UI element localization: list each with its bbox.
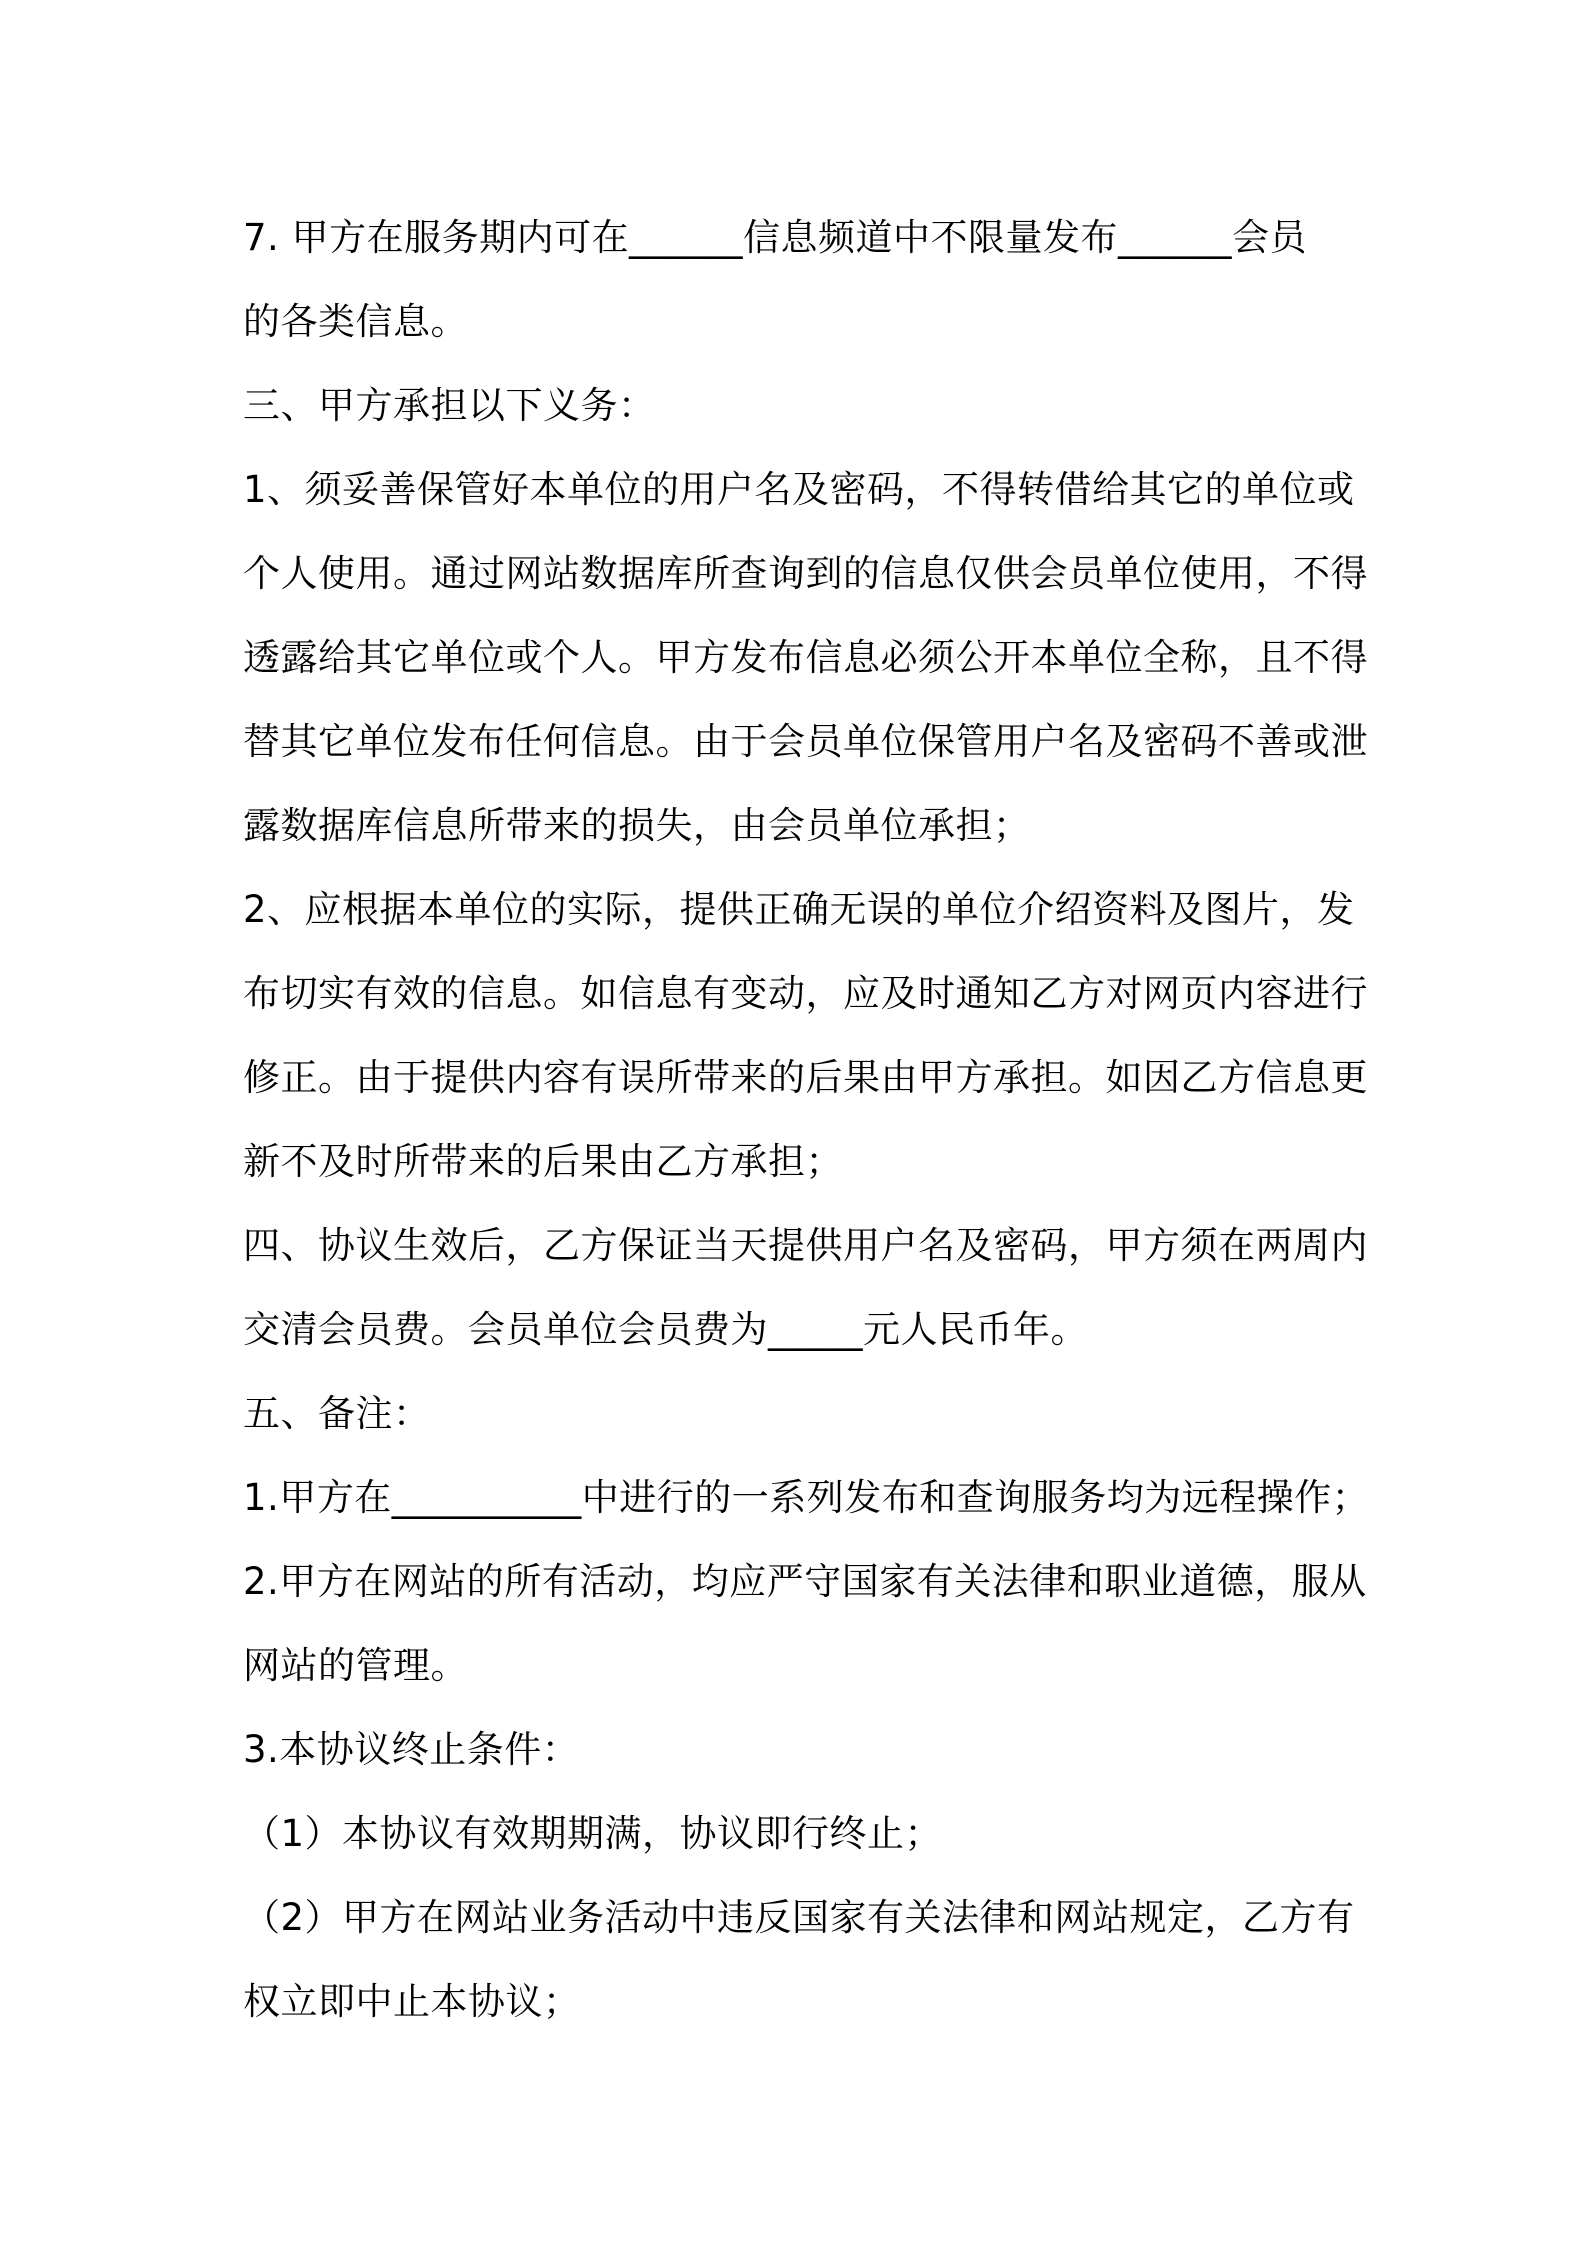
text-line: 新不及时所带来的后果由乙方承担； (243, 1140, 843, 1183)
text-line: （2）甲方在网站业务活动中违反国家有关法律和网站规定，乙方有 (243, 1896, 1355, 1939)
text-line: 2.甲方在网站的所有活动，均应严守国家有关法律和职业道德，服从 (243, 1560, 1367, 1603)
text-line: 3.本协议终止条件： (243, 1728, 580, 1771)
text-line: 个人使用。通过网站数据库所查询到的信息仅供会员单位使用，不得 (243, 552, 1368, 595)
document-body (243, 196, 1373, 2044)
text-line: 修正。由于提供内容有误所带来的后果由甲方承担。如因乙方信息更 (243, 1056, 1368, 1099)
text-line: 2、应根据本单位的实际，提供正确无误的单位介绍资料及图片，发 (243, 888, 1355, 931)
text-line: 替其它单位发布任何信息。由于会员单位保管用户名及密码不善或泄 (243, 720, 1368, 763)
text-line: 的各类信息。 (243, 300, 468, 343)
text-line: 布切实有效的信息。如信息有变动，应及时通知乙方对网页内容进行 (243, 972, 1368, 1015)
text-line: （1）本协议有效期期满，协议即行终止； (243, 1812, 943, 1855)
text-line: 交清会员费。会员单位会员费为_____元人民币年。 (243, 1308, 1088, 1351)
text-line: 1、须妥善保管好本单位的用户名及密码，不得转借给其它的单位或 (243, 468, 1355, 511)
text-line: 1.甲方在__________中进行的一系列发布和查询服务均为远程操作； (243, 1476, 1370, 1519)
text-line: 露数据库信息所带来的损失，由会员单位承担； (243, 804, 1031, 847)
text-line: 权立即中止本协议； (243, 1980, 581, 2023)
text-line: 网站的管理。 (243, 1644, 468, 1687)
text-line: 7. 甲方在服务期内可在______信息频道中不限量发布______会员 (243, 216, 1308, 259)
section-heading: 四、协议生效后，乙方保证当天提供用户名及密码，甲方须在两周内 (243, 1224, 1368, 1267)
text-line: 透露给其它单位或个人。甲方发布信息必须公开本单位全称，且不得 (243, 636, 1368, 679)
section-heading: 五、备注： (243, 1392, 431, 1435)
section-heading: 三、甲方承担以下义务： (243, 384, 656, 427)
